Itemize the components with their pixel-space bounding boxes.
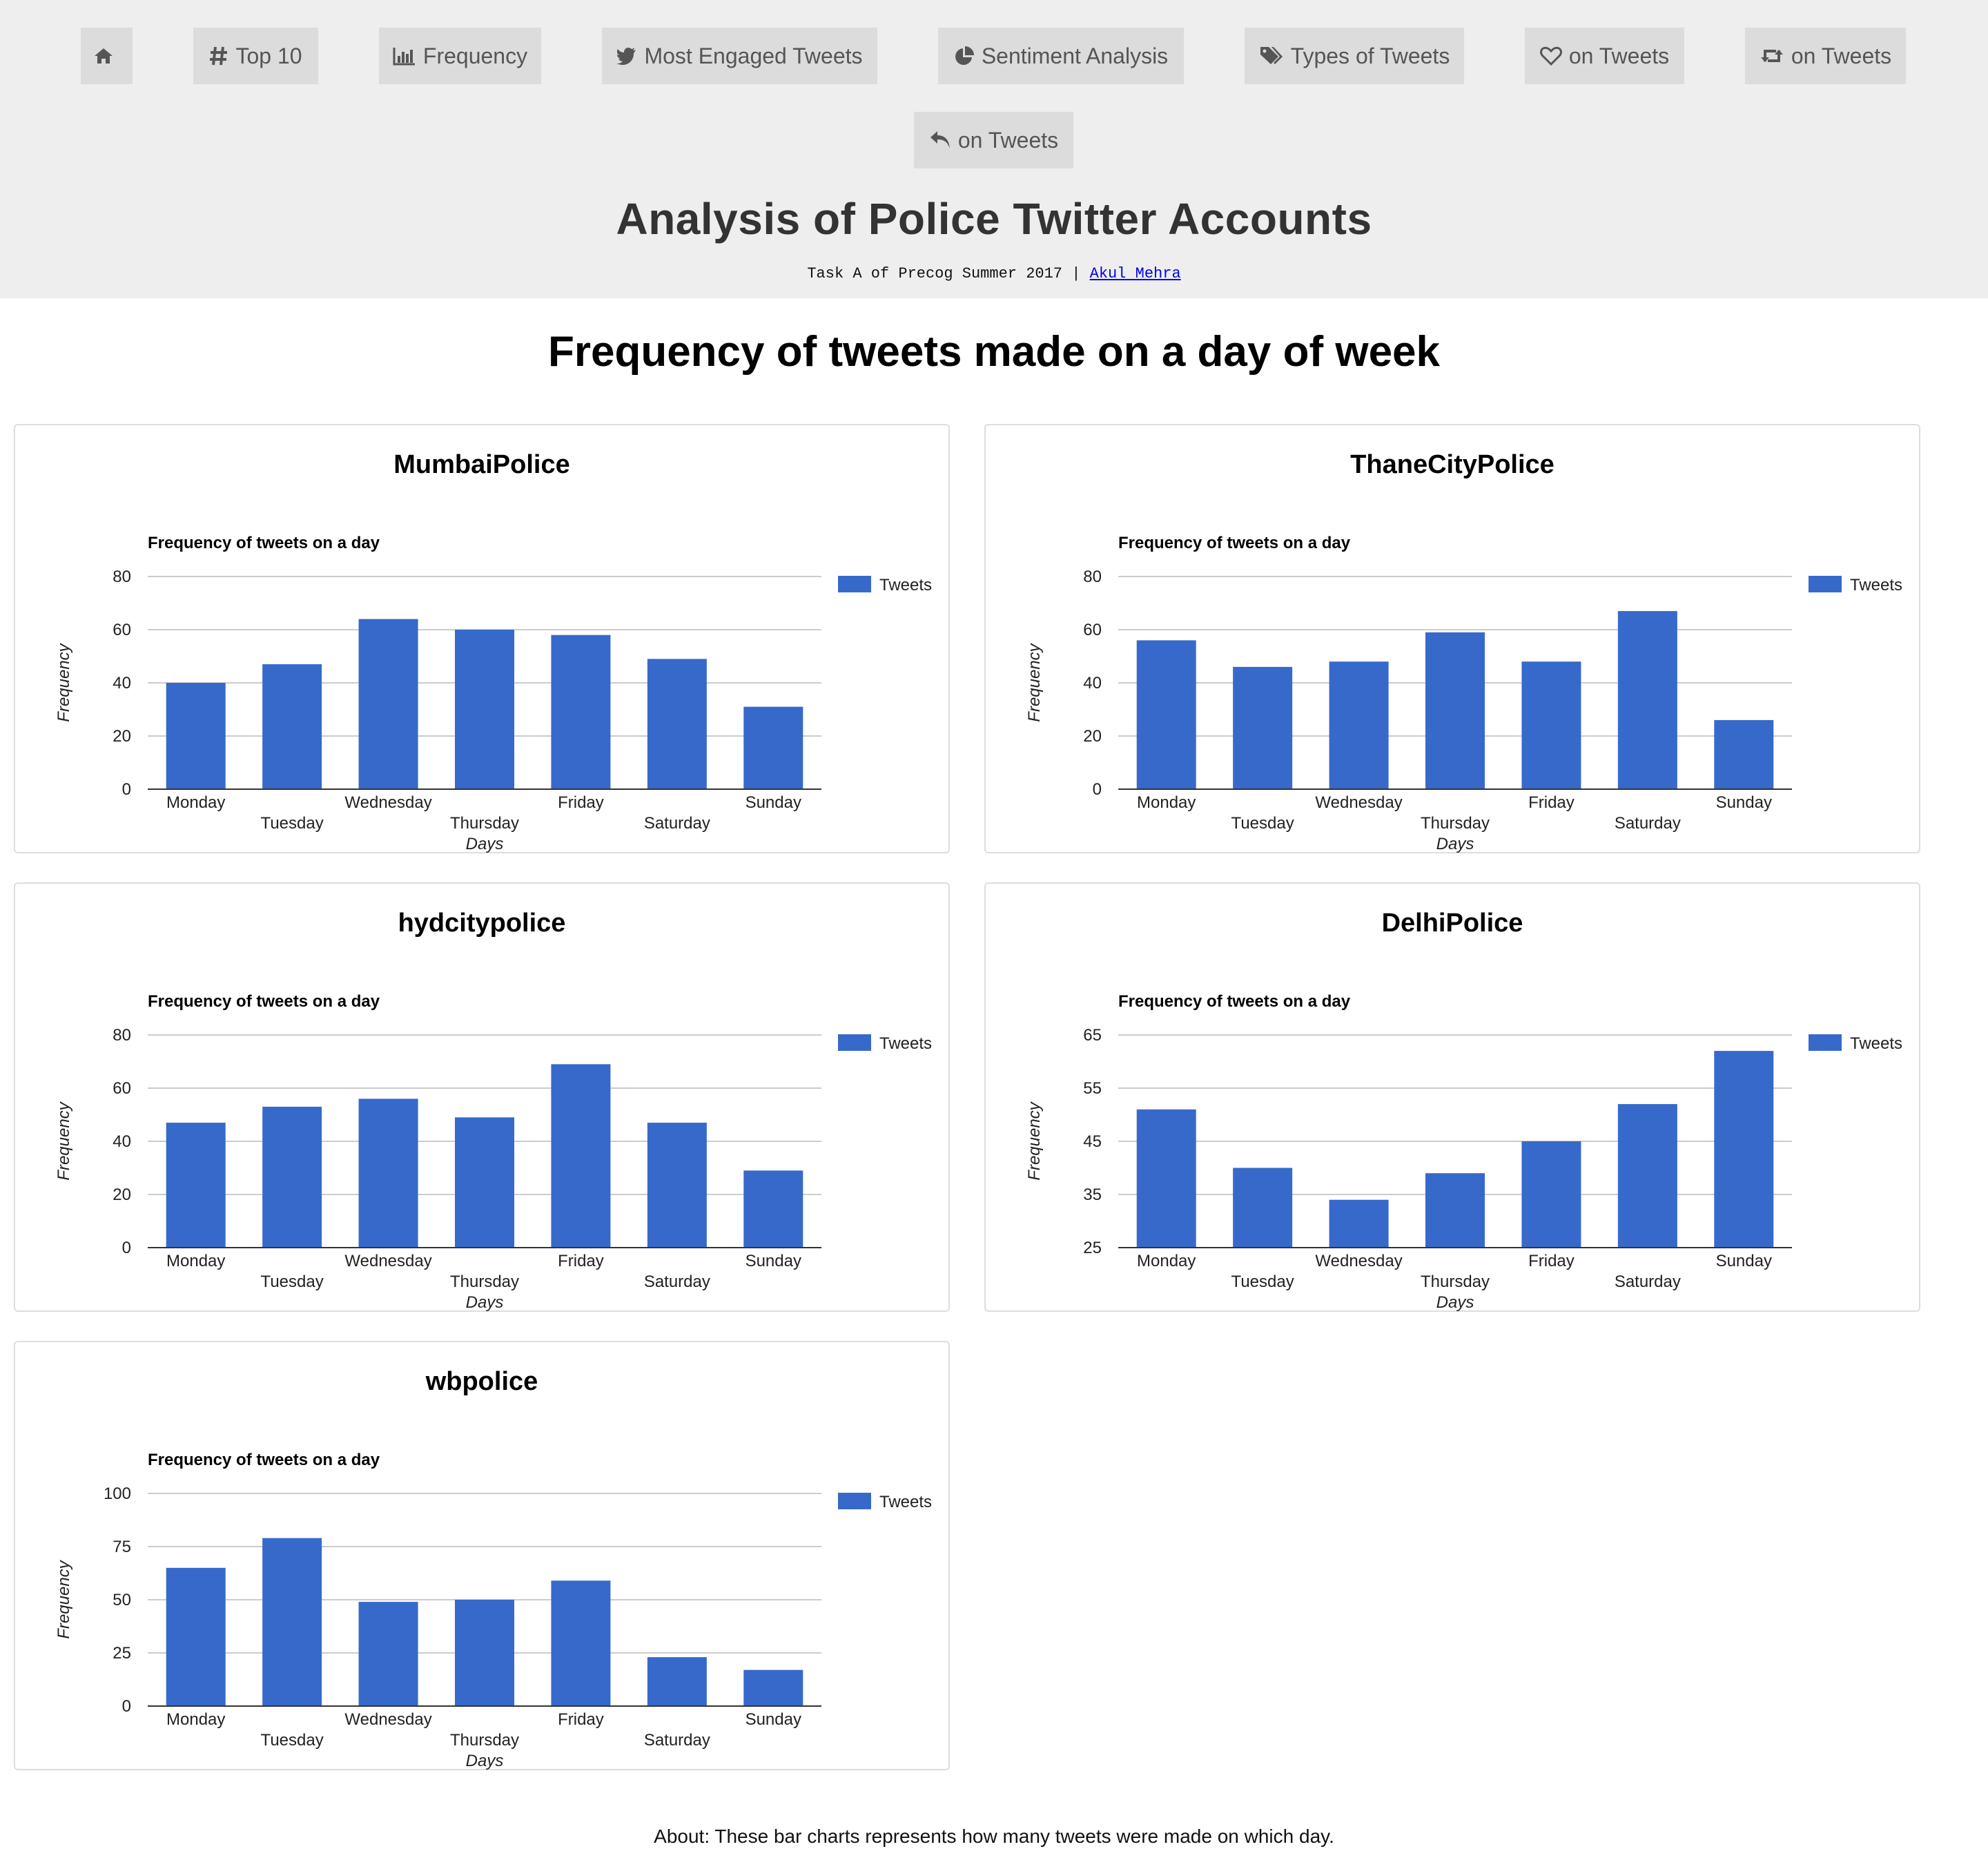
chart-account-title: ThaneCityPolice xyxy=(1350,450,1555,479)
legend-swatch xyxy=(838,576,871,592)
bar-tuesday xyxy=(1233,1168,1292,1248)
x-tick-label: Tuesday xyxy=(260,1731,324,1750)
chart-account-title: DelhiPolice xyxy=(1381,909,1523,938)
nav-sentiment-label: Sentiment Analysis xyxy=(981,43,1169,68)
bar-friday xyxy=(1521,661,1581,789)
x-tick-label: Sunday xyxy=(745,1252,801,1270)
nav-types-label: Types of Tweets xyxy=(1290,43,1450,68)
x-tick-label: Tuesday xyxy=(260,814,324,833)
chart-card-0 xyxy=(14,424,950,853)
y-tick-label: 55 xyxy=(1083,1079,1102,1098)
nav-top10-label: Top 10 xyxy=(235,43,302,68)
bar-tuesday xyxy=(262,1538,322,1706)
x-axis-title: Days xyxy=(1436,1293,1474,1312)
bar-wednesday xyxy=(359,1602,418,1706)
x-tick-label: Thursday xyxy=(449,1272,520,1291)
x-tick-label: Friday xyxy=(558,1710,604,1729)
nav-home-button[interactable] xyxy=(81,28,133,84)
x-tick-label: Sunday xyxy=(745,1710,801,1729)
x-tick-label: Tuesday xyxy=(260,1272,324,1291)
nav-likes-label: on Tweets xyxy=(1568,43,1670,68)
bar-thursday xyxy=(455,630,514,789)
y-tick-label: 0 xyxy=(121,1697,131,1716)
y-tick-label: 80 xyxy=(1083,568,1102,586)
bar-monday xyxy=(1137,1110,1196,1248)
y-tick-label: 50 xyxy=(113,1591,131,1609)
x-tick-label: Sunday xyxy=(745,793,801,812)
chart-card-3 xyxy=(984,882,1920,1312)
y-tick-label: 40 xyxy=(113,1132,131,1151)
x-tick-label: Wednesday xyxy=(344,793,432,812)
tags-icon xyxy=(1259,46,1284,66)
chart-title: Frequency of tweets on a day xyxy=(1118,992,1351,1011)
bar-sunday xyxy=(743,707,803,789)
y-tick-label: 60 xyxy=(1083,621,1102,639)
about-text: About: These bar charts represents how many tweets were made on which day. xyxy=(654,1826,1334,1847)
site-header xyxy=(0,0,1988,298)
bar-saturday xyxy=(647,1657,707,1706)
y-tick-label: 35 xyxy=(1083,1185,1102,1204)
chart-title: Frequency of tweets on a day xyxy=(148,534,380,552)
bar-sunday xyxy=(743,1670,803,1706)
x-tick-label: Friday xyxy=(558,1252,604,1270)
y-tick-label: 0 xyxy=(1092,780,1102,799)
y-axis-title: Frequency xyxy=(1025,643,1044,722)
legend-label: Tweets xyxy=(1850,576,1903,594)
y-tick-label: 100 xyxy=(103,1484,131,1503)
bar-tuesday xyxy=(262,1107,322,1248)
bar-saturday xyxy=(1618,611,1677,789)
bar-chart xyxy=(986,425,1922,855)
hash-icon xyxy=(209,46,228,66)
y-tick-label: 20 xyxy=(113,727,131,746)
x-tick-label: Monday xyxy=(166,1252,226,1270)
x-tick-label: Tuesday xyxy=(1231,1272,1294,1291)
x-tick-label: Saturday xyxy=(1614,814,1681,833)
x-tick-label: Wednesday xyxy=(344,1710,432,1729)
site-subtitle xyxy=(0,265,1988,282)
y-tick-label: 65 xyxy=(1083,1026,1102,1045)
x-tick-label: Monday xyxy=(1137,1252,1196,1270)
chart-title: Frequency of tweets on a day xyxy=(148,1451,380,1469)
bar-chart-icon xyxy=(393,46,416,66)
bar-friday xyxy=(551,1580,610,1706)
x-tick-label: Thursday xyxy=(449,814,520,833)
x-tick-label: Tuesday xyxy=(1231,814,1294,833)
bar-tuesday xyxy=(262,664,322,789)
y-tick-label: 0 xyxy=(121,1239,131,1257)
x-tick-label: Wednesday xyxy=(1315,793,1403,812)
site-title: Analysis of Police Twitter Accounts xyxy=(616,194,1372,244)
bar-wednesday xyxy=(359,1098,418,1248)
x-tick-label: Monday xyxy=(166,1710,226,1729)
bar-sunday xyxy=(1714,1051,1773,1248)
y-tick-label: 80 xyxy=(113,1026,131,1045)
chart-title: Frequency of tweets on a day xyxy=(1118,534,1351,552)
heart-icon xyxy=(1540,46,1562,66)
legend-swatch xyxy=(838,1493,871,1509)
bar-wednesday xyxy=(1329,661,1389,789)
x-axis-title: Days xyxy=(465,835,504,853)
bar-sunday xyxy=(743,1170,803,1248)
bar-chart xyxy=(15,425,951,855)
x-tick-label: Friday xyxy=(1528,793,1575,812)
x-tick-label: Sunday xyxy=(1715,1252,1772,1270)
x-tick-label: Saturday xyxy=(643,814,710,833)
chart-card-2 xyxy=(14,882,950,1312)
y-tick-label: 60 xyxy=(113,621,131,639)
x-axis-title: Days xyxy=(1436,835,1474,853)
y-tick-label: 25 xyxy=(113,1644,131,1663)
y-tick-label: 75 xyxy=(113,1538,131,1556)
x-tick-label: Friday xyxy=(558,793,604,812)
bar-monday xyxy=(166,1123,226,1248)
bar-sunday xyxy=(1714,720,1773,789)
x-tick-label: Thursday xyxy=(1420,1272,1490,1291)
y-axis-title: Frequency xyxy=(55,1560,73,1639)
bar-saturday xyxy=(1618,1104,1677,1248)
y-tick-label: 20 xyxy=(113,1185,131,1204)
chart-account-title: MumbaiPolice xyxy=(393,450,570,479)
bar-wednesday xyxy=(359,619,418,789)
x-tick-label: Saturday xyxy=(643,1272,710,1291)
y-tick-label: 40 xyxy=(1083,674,1102,693)
chart-card-1 xyxy=(984,424,1920,853)
y-tick-label: 25 xyxy=(1083,1239,1102,1257)
bar-tuesday xyxy=(1233,667,1292,789)
bar-wednesday xyxy=(1329,1200,1389,1248)
x-tick-label: Wednesday xyxy=(344,1252,432,1270)
x-axis-title: Days xyxy=(465,1752,504,1770)
nav-likes-button[interactable] xyxy=(1525,28,1684,84)
twitter-bird-icon xyxy=(616,47,637,65)
legend-swatch xyxy=(1809,576,1842,592)
legend-swatch xyxy=(838,1034,871,1051)
bar-friday xyxy=(1521,1141,1581,1248)
y-tick-label: 45 xyxy=(1083,1132,1102,1151)
bar-saturday xyxy=(647,1123,707,1248)
legend-swatch xyxy=(1809,1034,1842,1051)
chart-card-4 xyxy=(14,1341,950,1770)
x-tick-label: Monday xyxy=(166,793,226,812)
nav-types-button[interactable] xyxy=(1245,28,1464,84)
y-axis-title: Frequency xyxy=(55,1102,73,1181)
chart-account-title: hydcitypolice xyxy=(398,909,566,938)
x-tick-label: Sunday xyxy=(1715,793,1772,812)
x-tick-label: Monday xyxy=(1137,793,1196,812)
legend-label: Tweets xyxy=(1850,1034,1903,1053)
bar-monday xyxy=(166,1568,226,1706)
y-tick-label: 40 xyxy=(113,674,131,693)
home-icon xyxy=(93,47,114,65)
page-heading: Frequency of tweets made on a day of week xyxy=(547,328,1441,376)
x-tick-label: Thursday xyxy=(449,1731,520,1750)
nav-sentiment-button[interactable] xyxy=(938,28,1184,84)
y-tick-label: 20 xyxy=(1083,727,1102,746)
legend-label: Tweets xyxy=(879,1034,933,1053)
retweet-icon xyxy=(1760,46,1784,66)
x-tick-label: Saturday xyxy=(643,1731,710,1750)
bar-thursday xyxy=(455,1600,514,1706)
bar-monday xyxy=(166,683,226,789)
nav-replies-button[interactable] xyxy=(914,112,1073,168)
nav-frequency-button[interactable] xyxy=(379,28,541,84)
x-tick-label: Wednesday xyxy=(1315,1252,1403,1270)
x-axis-title: Days xyxy=(465,1293,504,1312)
y-tick-label: 0 xyxy=(121,780,131,799)
bar-saturday xyxy=(647,659,707,789)
bar-thursday xyxy=(1425,1173,1485,1248)
nav-frequency-label: Frequency xyxy=(422,43,528,68)
bar-thursday xyxy=(1425,632,1485,789)
nav-retweets-label: on Tweets xyxy=(1791,43,1892,68)
subtitle-text: Task A of Precog Summer 2017 | xyxy=(807,265,1090,282)
nav-most-engaged-button[interactable] xyxy=(602,28,877,84)
nav-replies-label: on Tweets xyxy=(957,127,1059,153)
x-tick-label: Thursday xyxy=(1420,814,1490,833)
chart-title: Frequency of tweets on a day xyxy=(148,992,380,1011)
x-tick-label: Friday xyxy=(1528,1252,1575,1270)
bar-thursday xyxy=(455,1117,514,1248)
legend-label: Tweets xyxy=(879,576,933,594)
reply-icon xyxy=(929,130,951,151)
chart-account-title: wbpolice xyxy=(425,1367,538,1396)
nav-retweets-button[interactable] xyxy=(1745,28,1906,84)
x-tick-label: Saturday xyxy=(1614,1272,1681,1291)
nav-top10-button[interactable] xyxy=(193,28,318,84)
bar-friday xyxy=(551,635,610,789)
y-tick-label: 60 xyxy=(113,1079,131,1098)
bar-chart xyxy=(15,884,951,1313)
bar-monday xyxy=(1137,640,1196,789)
y-axis-title: Frequency xyxy=(1025,1102,1044,1181)
author-link[interactable]: Akul Mehra xyxy=(1089,265,1181,282)
nav-most-engaged-label: Most Engaged Tweets xyxy=(644,43,863,68)
legend-label: Tweets xyxy=(879,1493,933,1511)
pie-chart-icon xyxy=(954,46,975,66)
bar-friday xyxy=(551,1064,610,1248)
bar-chart xyxy=(986,884,1922,1313)
y-tick-label: 80 xyxy=(113,568,131,586)
bar-chart xyxy=(15,1342,951,1772)
y-axis-title: Frequency xyxy=(55,643,73,722)
